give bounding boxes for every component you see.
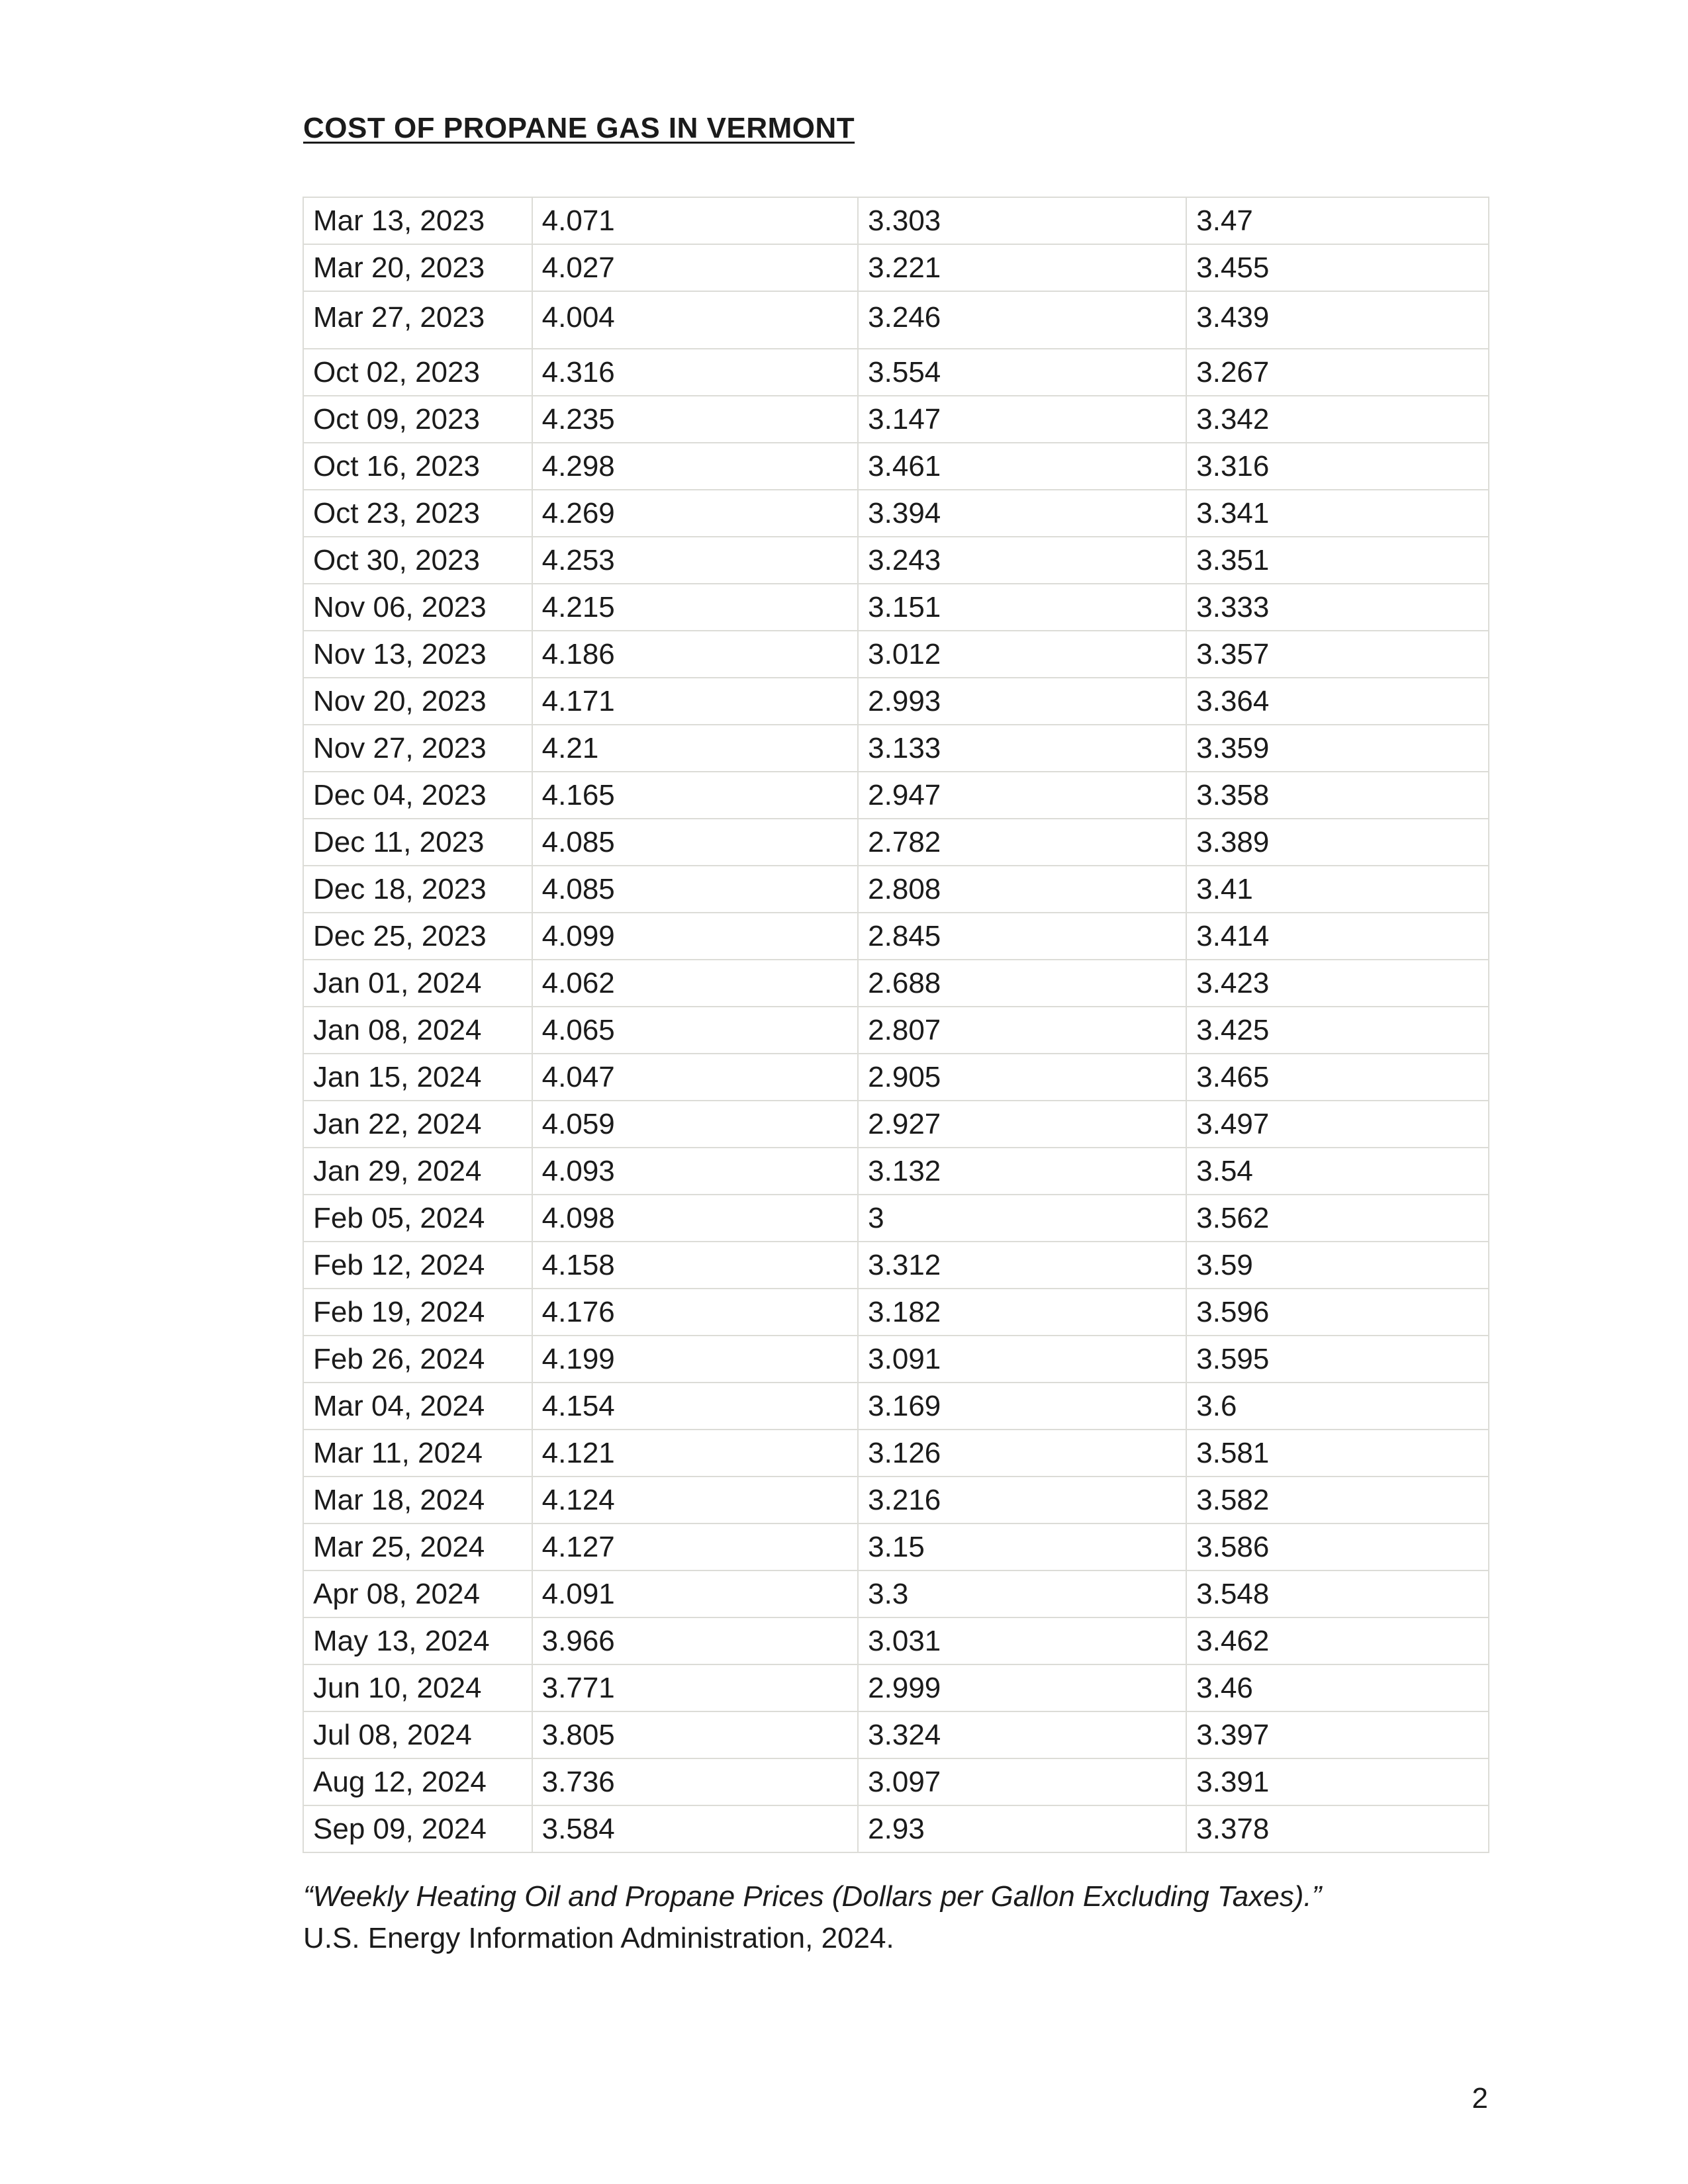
price-cell: 3.423 <box>1186 960 1489 1007</box>
date-cell: Mar 13, 2023 <box>303 197 532 244</box>
date-cell: Dec 25, 2023 <box>303 913 532 960</box>
date-cell: Jan 29, 2024 <box>303 1148 532 1195</box>
table-row <box>303 1711 1489 1758</box>
price-table-container <box>303 197 1489 1853</box>
price-cell: 4.199 <box>532 1336 859 1383</box>
table-row <box>303 866 1489 913</box>
table-row <box>303 396 1489 443</box>
price-cell: 3.243 <box>858 537 1186 584</box>
citation-title-line: “Weekly Heating Oil and Propane Prices (Dollars per Gallon Excluding Taxes).” <box>303 1880 1322 1913</box>
price-cell: 3.091 <box>858 1336 1186 1383</box>
price-cell: 3.133 <box>858 725 1186 772</box>
price-cell: 4.235 <box>532 396 859 443</box>
price-cell: 3.805 <box>532 1711 859 1758</box>
price-cell: 2.808 <box>858 866 1186 913</box>
table-row <box>303 1101 1489 1148</box>
price-cell: 2.782 <box>858 819 1186 866</box>
table-row <box>303 291 1489 349</box>
price-cell: 3.151 <box>858 584 1186 631</box>
price-cell: 4.253 <box>532 537 859 584</box>
date-cell: Jun 10, 2024 <box>303 1664 532 1711</box>
price-cell: 2.993 <box>858 678 1186 725</box>
price-cell: 4.047 <box>532 1054 859 1101</box>
date-cell: Oct 30, 2023 <box>303 537 532 584</box>
price-table-body <box>303 197 1489 1852</box>
price-cell: 3.414 <box>1186 913 1489 960</box>
price-cell: 3.031 <box>858 1617 1186 1664</box>
price-table <box>303 197 1489 1853</box>
price-cell: 3.394 <box>858 490 1186 537</box>
table-row <box>303 1430 1489 1477</box>
price-cell: 3.267 <box>1186 349 1489 396</box>
price-cell: 4.298 <box>532 443 859 490</box>
price-cell: 3.316 <box>1186 443 1489 490</box>
price-cell: 3.41 <box>1186 866 1489 913</box>
price-cell: 3.216 <box>858 1477 1186 1524</box>
price-cell: 2.905 <box>858 1054 1186 1101</box>
price-cell: 3.364 <box>1186 678 1489 725</box>
price-cell: 4.121 <box>532 1430 859 1477</box>
table-row <box>303 490 1489 537</box>
price-cell: 3.54 <box>1186 1148 1489 1195</box>
date-cell: Dec 11, 2023 <box>303 819 532 866</box>
date-cell: Mar 27, 2023 <box>303 291 532 349</box>
price-cell: 4.158 <box>532 1242 859 1289</box>
date-cell: Dec 18, 2023 <box>303 866 532 913</box>
table-row <box>303 725 1489 772</box>
date-cell: Feb 12, 2024 <box>303 1242 532 1289</box>
table-row <box>303 1148 1489 1195</box>
price-cell: 3.586 <box>1186 1524 1489 1570</box>
table-row <box>303 197 1489 244</box>
price-cell: 3.341 <box>1186 490 1489 537</box>
price-cell: 4.165 <box>532 772 859 819</box>
table-row <box>303 584 1489 631</box>
table-row <box>303 819 1489 866</box>
price-cell: 4.124 <box>532 1477 859 1524</box>
date-cell: Nov 13, 2023 <box>303 631 532 678</box>
price-cell: 4.127 <box>532 1524 859 1570</box>
price-cell: 4.093 <box>532 1148 859 1195</box>
table-row <box>303 1383 1489 1430</box>
date-cell: Aug 12, 2024 <box>303 1758 532 1805</box>
date-cell: Nov 06, 2023 <box>303 584 532 631</box>
price-cell: 3.182 <box>858 1289 1186 1336</box>
price-cell: 3.391 <box>1186 1758 1489 1805</box>
page-number: 2 <box>1472 2082 1488 2115</box>
table-row <box>303 1007 1489 1054</box>
date-cell: Oct 16, 2023 <box>303 443 532 490</box>
date-cell: May 13, 2024 <box>303 1617 532 1664</box>
price-cell: 3.359 <box>1186 725 1489 772</box>
price-cell: 3.581 <box>1186 1430 1489 1477</box>
table-row <box>303 443 1489 490</box>
price-cell: 4.316 <box>532 349 859 396</box>
date-cell: Nov 27, 2023 <box>303 725 532 772</box>
price-cell: 3.397 <box>1186 1711 1489 1758</box>
table-row <box>303 244 1489 291</box>
price-cell: 3.554 <box>858 349 1186 396</box>
date-cell: Mar 18, 2024 <box>303 1477 532 1524</box>
page-title: COST OF PROPANE GAS IN VERMONT <box>303 112 855 145</box>
price-cell: 3.461 <box>858 443 1186 490</box>
table-row <box>303 1054 1489 1101</box>
citation <box>303 1876 1321 1959</box>
price-cell: 3.303 <box>858 197 1186 244</box>
price-cell: 4.085 <box>532 866 859 913</box>
date-cell: Jul 08, 2024 <box>303 1711 532 1758</box>
date-cell: Jan 01, 2024 <box>303 960 532 1007</box>
price-cell: 3.584 <box>532 1805 859 1852</box>
date-cell: Oct 09, 2023 <box>303 396 532 443</box>
date-cell: Mar 11, 2024 <box>303 1430 532 1477</box>
price-cell: 3.562 <box>1186 1195 1489 1242</box>
price-cell: 3.736 <box>532 1758 859 1805</box>
price-cell: 3.358 <box>1186 772 1489 819</box>
price-cell: 3.966 <box>532 1617 859 1664</box>
price-cell: 3.455 <box>1186 244 1489 291</box>
price-cell: 3.312 <box>858 1242 1186 1289</box>
table-row <box>303 349 1489 396</box>
date-cell: Mar 04, 2024 <box>303 1383 532 1430</box>
date-cell: Sep 09, 2024 <box>303 1805 532 1852</box>
price-cell: 3.596 <box>1186 1289 1489 1336</box>
price-cell: 4.004 <box>532 291 859 349</box>
price-cell: 3.59 <box>1186 1242 1489 1289</box>
table-row <box>303 1195 1489 1242</box>
price-cell: 3.465 <box>1186 1054 1489 1101</box>
price-cell: 4.027 <box>532 244 859 291</box>
date-cell: Nov 20, 2023 <box>303 678 532 725</box>
table-row <box>303 1477 1489 1524</box>
table-row <box>303 1805 1489 1852</box>
price-cell: 3.378 <box>1186 1805 1489 1852</box>
date-cell: Jan 15, 2024 <box>303 1054 532 1101</box>
date-cell: Dec 04, 2023 <box>303 772 532 819</box>
table-row <box>303 1524 1489 1570</box>
price-cell: 3.389 <box>1186 819 1489 866</box>
table-row <box>303 1289 1489 1336</box>
price-cell: 4.099 <box>532 913 859 960</box>
price-cell: 4.21 <box>532 725 859 772</box>
date-cell: Feb 26, 2024 <box>303 1336 532 1383</box>
table-row <box>303 772 1489 819</box>
table-row <box>303 1758 1489 1805</box>
table-row <box>303 1664 1489 1711</box>
price-cell: 4.098 <box>532 1195 859 1242</box>
price-cell: 4.062 <box>532 960 859 1007</box>
table-row <box>303 1336 1489 1383</box>
price-cell: 3.169 <box>858 1383 1186 1430</box>
date-cell: Mar 20, 2023 <box>303 244 532 291</box>
price-cell: 2.688 <box>858 960 1186 1007</box>
table-row <box>303 537 1489 584</box>
date-cell: Feb 05, 2024 <box>303 1195 532 1242</box>
price-cell: 4.085 <box>532 819 859 866</box>
price-cell: 2.845 <box>858 913 1186 960</box>
price-cell: 3.46 <box>1186 1664 1489 1711</box>
price-cell: 2.947 <box>858 772 1186 819</box>
price-cell: 3.324 <box>858 1711 1186 1758</box>
price-cell: 3.097 <box>858 1758 1186 1805</box>
price-cell: 3.548 <box>1186 1570 1489 1617</box>
price-cell: 3.333 <box>1186 584 1489 631</box>
price-cell: 2.93 <box>858 1805 1186 1852</box>
price-cell: 3.246 <box>858 291 1186 349</box>
price-cell: 4.269 <box>532 490 859 537</box>
date-cell: Jan 08, 2024 <box>303 1007 532 1054</box>
price-cell: 4.065 <box>532 1007 859 1054</box>
price-cell: 3.582 <box>1186 1477 1489 1524</box>
date-cell: Jan 22, 2024 <box>303 1101 532 1148</box>
table-row <box>303 678 1489 725</box>
price-cell: 4.171 <box>532 678 859 725</box>
table-row <box>303 960 1489 1007</box>
price-cell: 3.6 <box>1186 1383 1489 1430</box>
price-cell: 2.807 <box>858 1007 1186 1054</box>
price-cell: 4.186 <box>532 631 859 678</box>
price-cell: 3.439 <box>1186 291 1489 349</box>
price-cell: 4.059 <box>532 1101 859 1148</box>
table-row <box>303 631 1489 678</box>
price-cell: 3.425 <box>1186 1007 1489 1054</box>
price-cell: 3 <box>858 1195 1186 1242</box>
date-cell: Oct 23, 2023 <box>303 490 532 537</box>
price-cell: 3.147 <box>858 396 1186 443</box>
price-cell: 3.221 <box>858 244 1186 291</box>
date-cell: Mar 25, 2024 <box>303 1524 532 1570</box>
price-cell: 3.132 <box>858 1148 1186 1195</box>
price-cell: 3.126 <box>858 1430 1186 1477</box>
price-cell: 3.497 <box>1186 1101 1489 1148</box>
date-cell: Apr 08, 2024 <box>303 1570 532 1617</box>
date-cell: Oct 02, 2023 <box>303 349 532 396</box>
price-cell: 3.47 <box>1186 197 1489 244</box>
price-cell: 3.15 <box>858 1524 1186 1570</box>
price-cell: 3.595 <box>1186 1336 1489 1383</box>
price-cell: 4.176 <box>532 1289 859 1336</box>
price-cell: 4.154 <box>532 1383 859 1430</box>
price-cell: 3.342 <box>1186 396 1489 443</box>
price-cell: 3.462 <box>1186 1617 1489 1664</box>
table-row <box>303 1242 1489 1289</box>
price-cell: 3.3 <box>858 1570 1186 1617</box>
price-cell: 3.771 <box>532 1664 859 1711</box>
price-cell: 3.351 <box>1186 537 1489 584</box>
table-row <box>303 913 1489 960</box>
price-cell: 2.927 <box>858 1101 1186 1148</box>
price-cell: 4.091 <box>532 1570 859 1617</box>
table-row <box>303 1570 1489 1617</box>
citation-source-line: U.S. Energy Information Administration, 2024. <box>303 1922 894 1954</box>
table-row <box>303 1617 1489 1664</box>
price-cell: 4.215 <box>532 584 859 631</box>
price-cell: 4.071 <box>532 197 859 244</box>
price-cell: 3.012 <box>858 631 1186 678</box>
price-cell: 3.357 <box>1186 631 1489 678</box>
date-cell: Feb 19, 2024 <box>303 1289 532 1336</box>
price-cell: 2.999 <box>858 1664 1186 1711</box>
